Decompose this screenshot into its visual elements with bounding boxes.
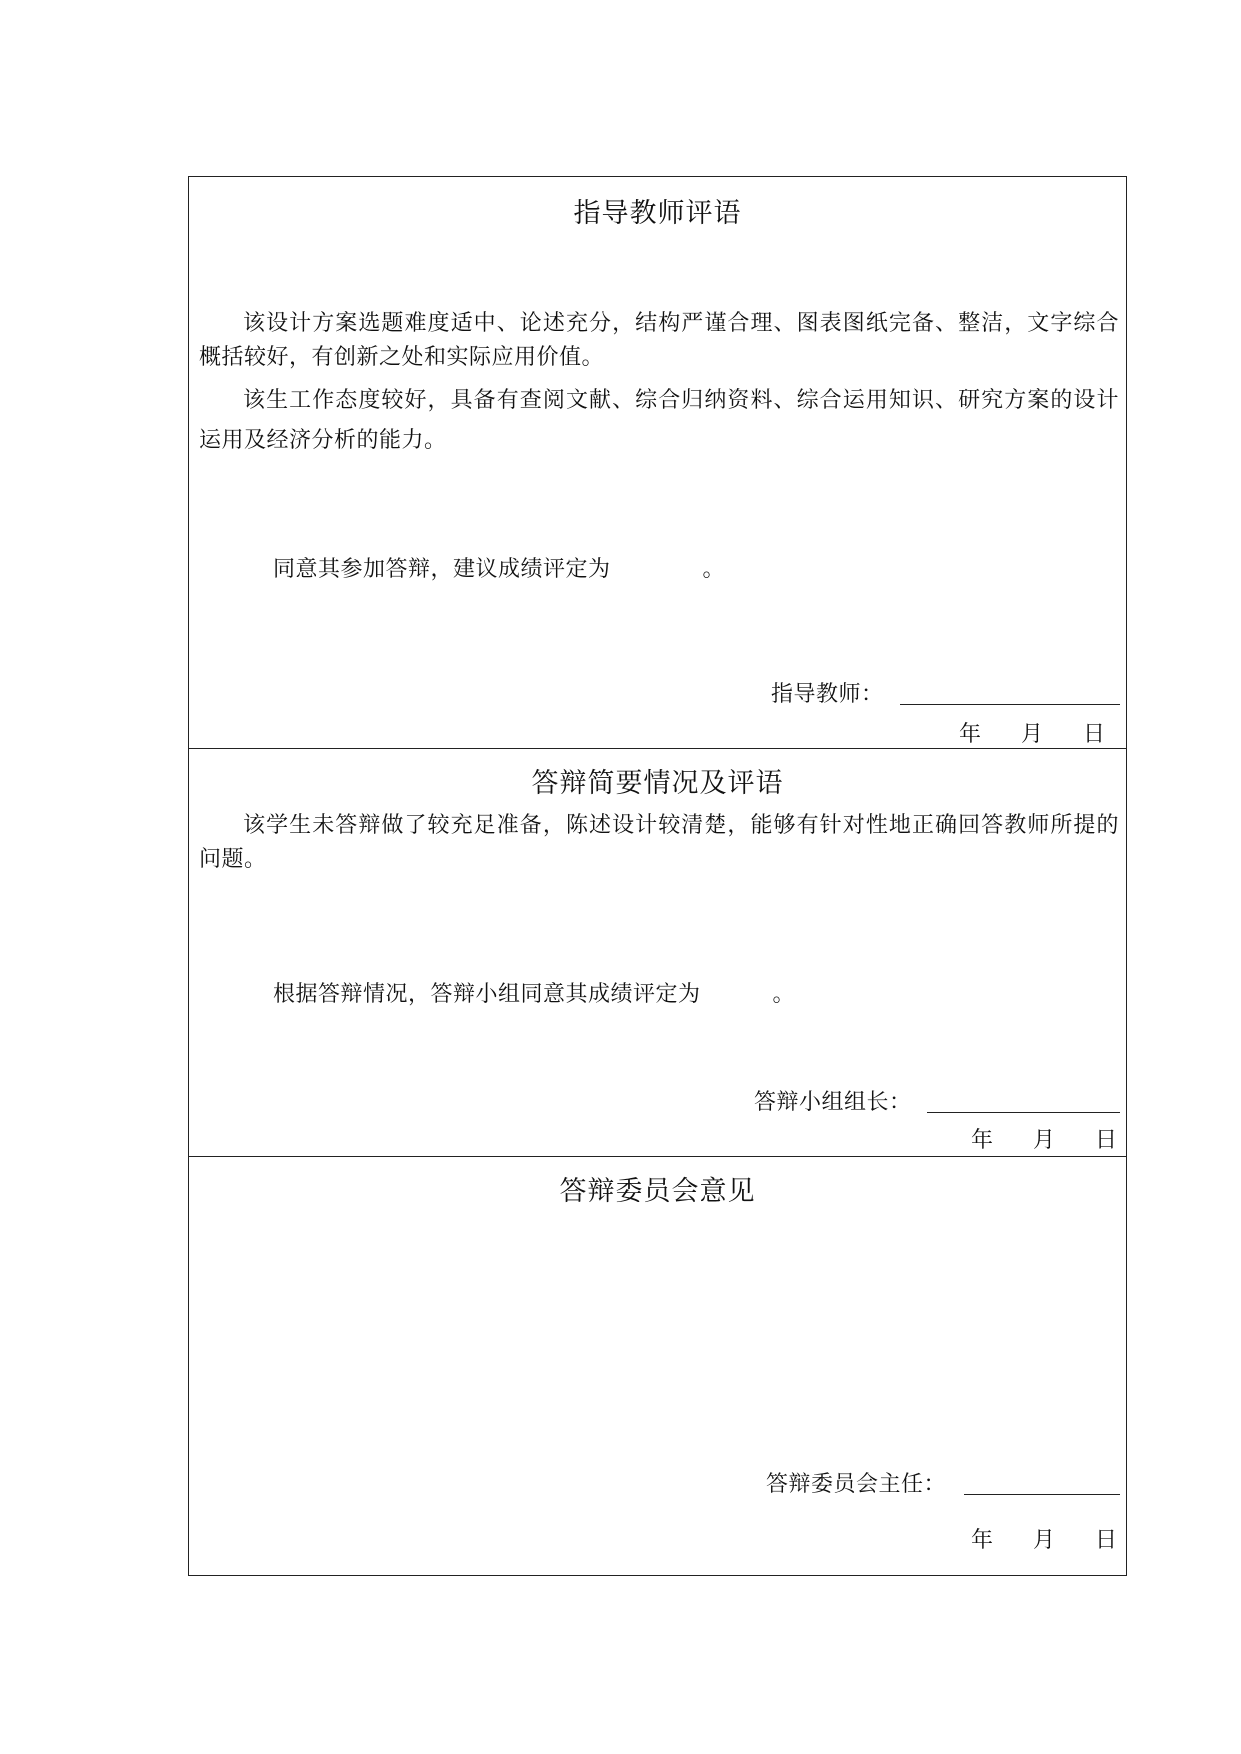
committee-date-year: 年 bbox=[971, 1528, 994, 1553]
committee-date-day: 日 bbox=[1095, 1528, 1118, 1553]
advisor-recommendation bbox=[273, 552, 725, 583]
advisor-recommendation-end: 。 bbox=[702, 557, 726, 582]
advisor-comment-paragraph-1: 该设计方案选题难度适中、论述充分，结构严谨合理、图表图纸完备、整洁，文字综合概括较好，有创新之处和实际应用价值。 bbox=[199, 311, 1119, 370]
advisor-signature-label: 指导教师： bbox=[771, 682, 884, 707]
committee-section-title: 答辩委员会意见 bbox=[559, 1176, 756, 1207]
advisor-date-day: 日 bbox=[1083, 722, 1106, 747]
defense-comment-paragraph: 该学生未答辩做了较充足准备，陈述设计较清楚，能够有针对性地正确回答教师所提的问题。 bbox=[199, 813, 1119, 872]
advisor-date bbox=[959, 717, 1105, 748]
defense-date-day: 日 bbox=[1095, 1128, 1118, 1153]
defense-signature-line[interactable] bbox=[927, 1112, 1120, 1113]
defense-signature-label: 答辩小组组长： bbox=[754, 1090, 912, 1115]
defense-section-title: 答辩简要情况及评语 bbox=[531, 768, 784, 799]
committee-signature-line[interactable] bbox=[964, 1494, 1120, 1495]
defense-conclusion-end: 。 bbox=[772, 982, 796, 1007]
committee-date-month: 月 bbox=[1033, 1528, 1056, 1553]
advisor-signature-line[interactable] bbox=[900, 704, 1120, 705]
defense-conclusion bbox=[273, 977, 795, 1008]
advisor-comments-section bbox=[189, 177, 1126, 749]
defense-conclusion-text: 根据答辩情况，答辩小组同意其成绩评定为 bbox=[273, 982, 701, 1007]
advisor-section-title: 指导教师评语 bbox=[573, 198, 742, 229]
defense-date-year: 年 bbox=[971, 1128, 994, 1153]
advisor-date-year: 年 bbox=[959, 722, 982, 747]
defense-date-month: 月 bbox=[1033, 1128, 1056, 1153]
defense-date bbox=[971, 1123, 1117, 1154]
committee-opinion-section bbox=[189, 1157, 1126, 1575]
defense-summary-section bbox=[189, 749, 1126, 1157]
advisor-recommendation-text: 同意其参加答辩，建议成绩评定为 bbox=[273, 557, 611, 582]
evaluation-form bbox=[188, 176, 1127, 1576]
committee-signature-label: 答辩委员会主任： bbox=[766, 1472, 947, 1497]
advisor-date-month: 月 bbox=[1021, 722, 1044, 747]
advisor-comment-paragraph-2: 该生工作态度较好，具备有查阅文献、综合归纳资料、综合运用知识、研究方案的设计运用及经济分析的能力。 bbox=[199, 388, 1119, 453]
committee-date bbox=[971, 1523, 1117, 1554]
